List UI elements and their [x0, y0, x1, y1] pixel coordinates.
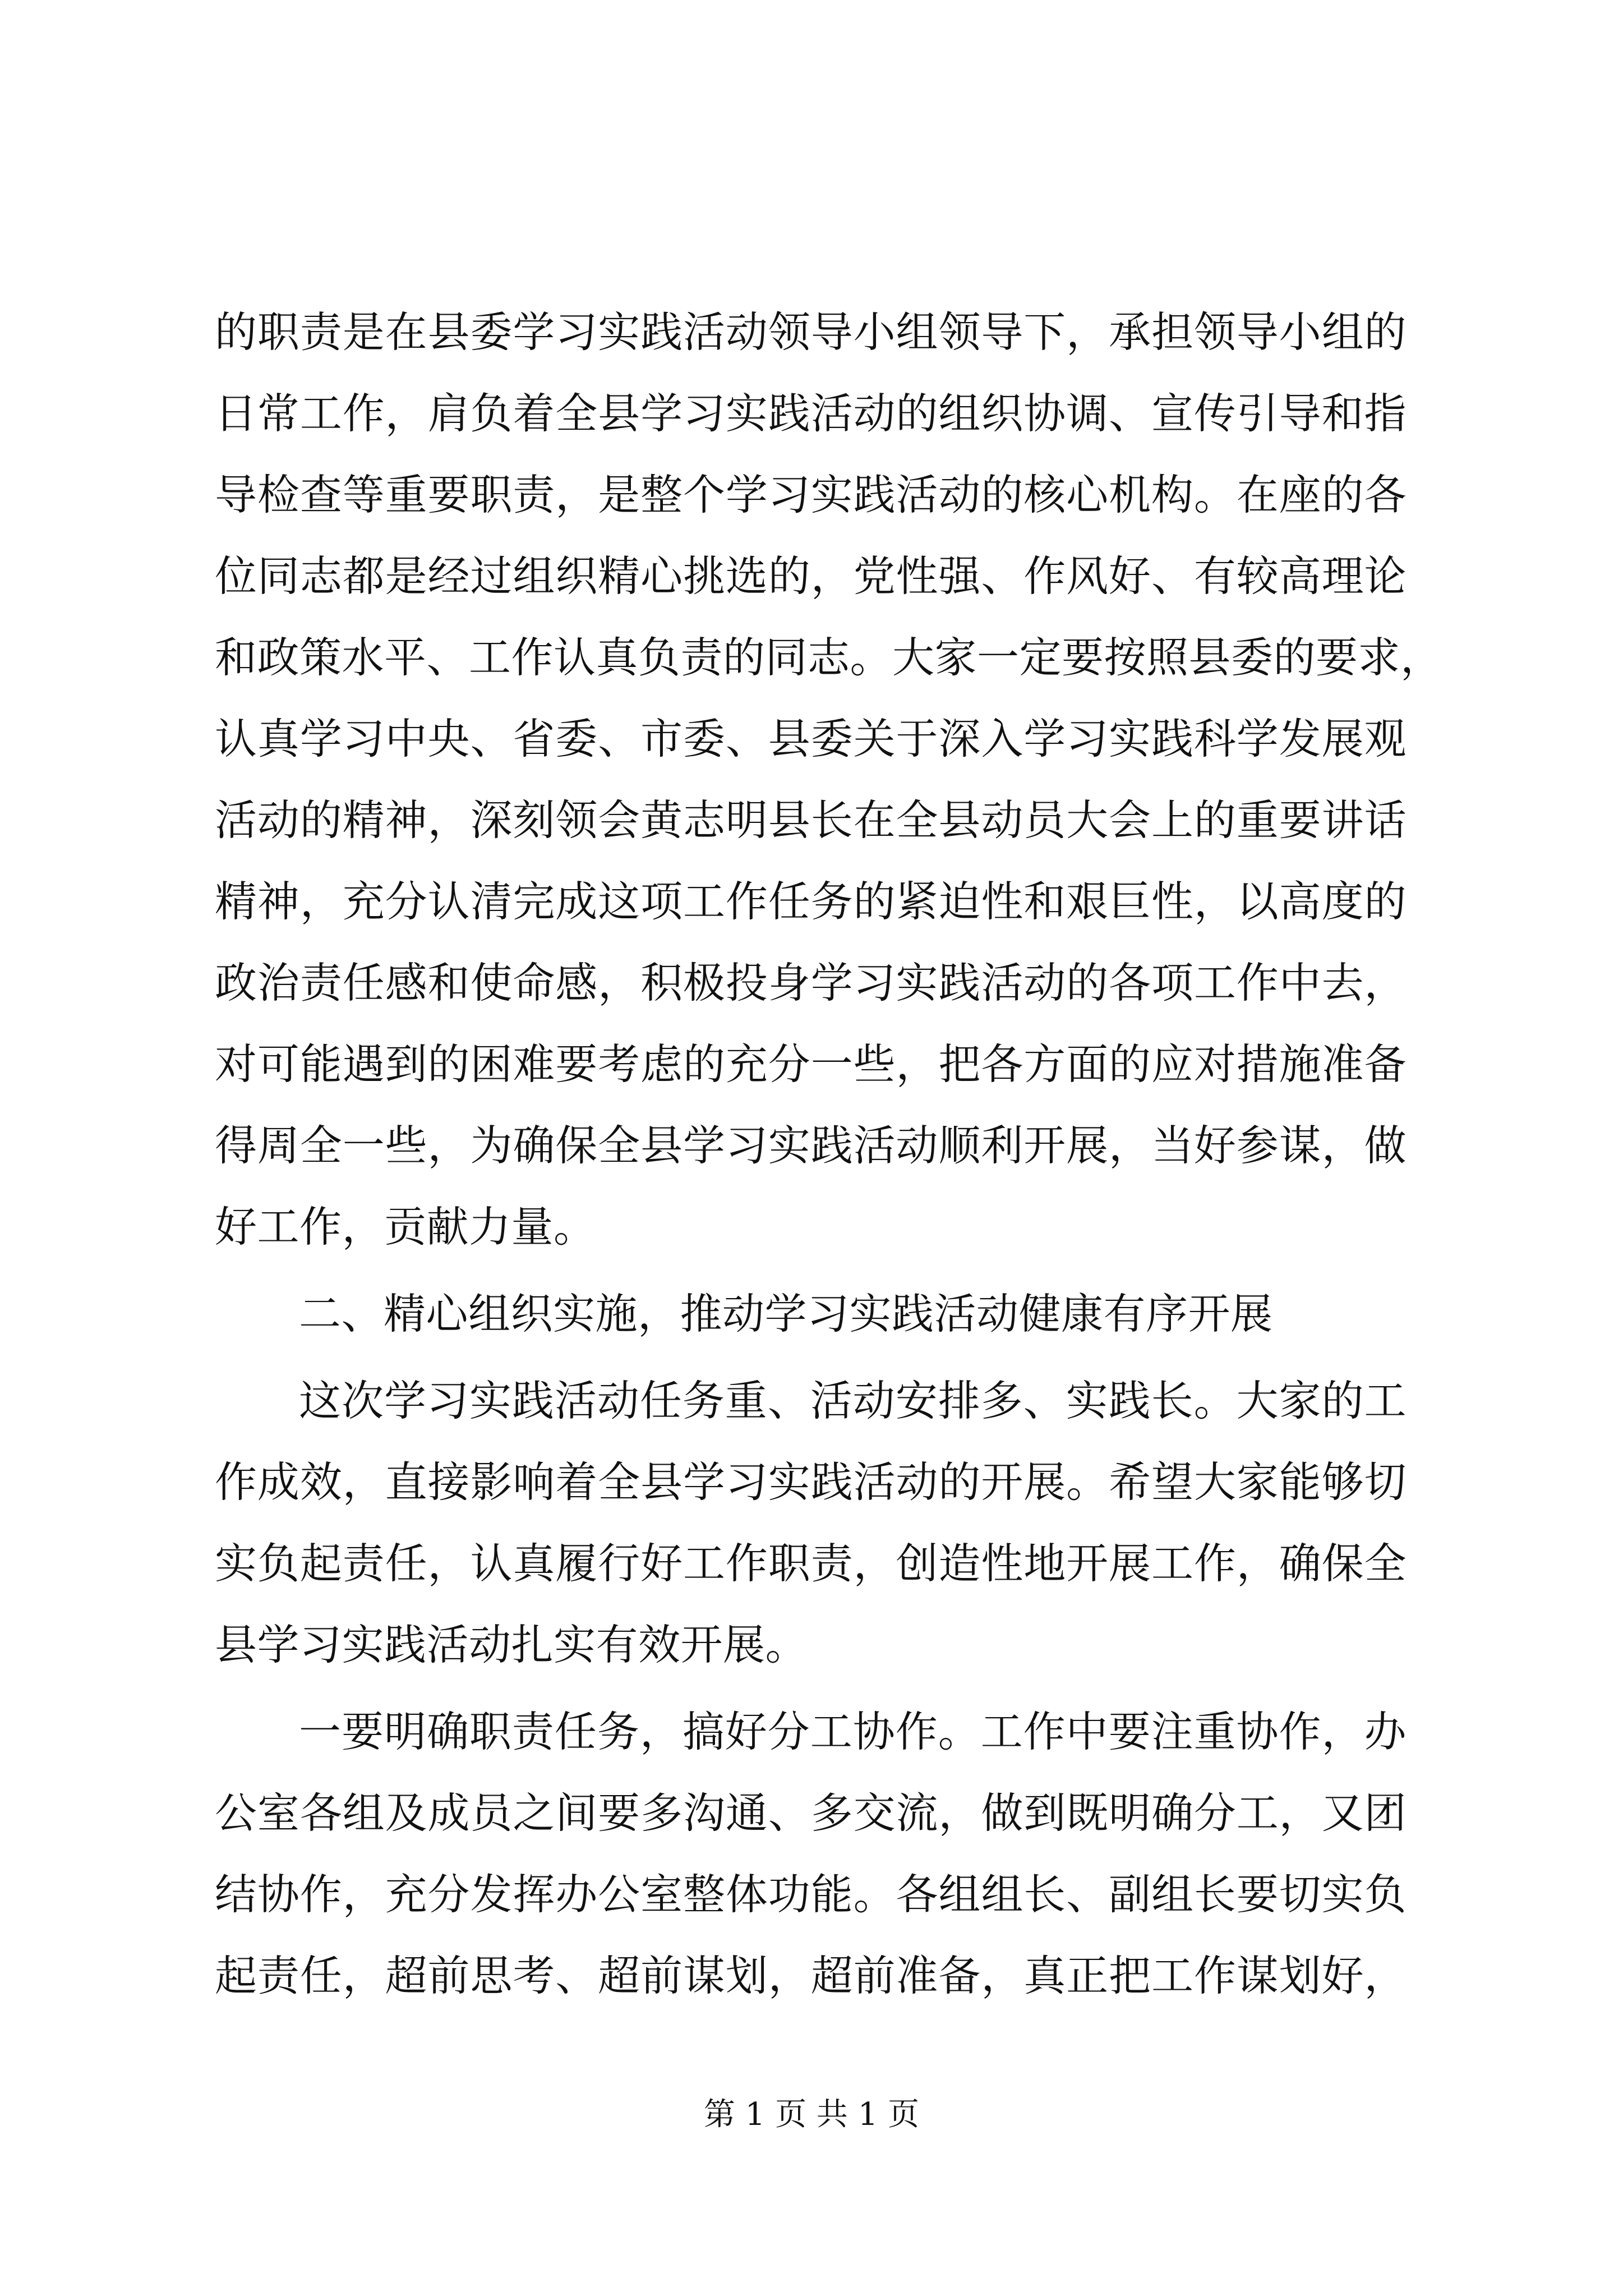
body-text [215, 292, 1443, 2017]
text-line: 一要明确职责任务，搞好分工协作。工作中要注重协作，办 [299, 1707, 1407, 1756]
text-line: 实负起责任，认真履行好工作职责，创造性地开展工作，确保全 [215, 1539, 1407, 1588]
page-footer: 第 1 页 共 1 页 [703, 2096, 920, 2133]
text-line: 结协作，充分发挥办公室整体功能。各组组长、副组长要切实负 [215, 1870, 1407, 1919]
text-line: 认真学习中央、省委、市委、县委关于深入学习实践科学发展观 [215, 714, 1407, 763]
text-line: 好工作，贡献力量。 [215, 1202, 596, 1251]
text-line: 活动的精神，深刻领会黄志明县长在全县动员大会上的重要讲话 [215, 795, 1407, 845]
text-line: 作成效，直接影响着全县学习实践活动的开展。希望大家能够切 [215, 1457, 1407, 1507]
text-line: 的职责是在县委学习实践活动领导小组领导下，承担领导小组的 [215, 307, 1407, 357]
text-line: 日常工作，肩负着全县学习实践活动的组织协调、宣传引导和指 [215, 389, 1407, 438]
text-line: 这次学习实践活动任务重、活动安排多、实践长。大家的工 [299, 1376, 1407, 1425]
text-line: 对可能遇到的困难要考虑的充分一些，把各方面的应对措施准备 [215, 1039, 1407, 1089]
text-line: 得周全一些，为确保全县学习实践活动顺利开展，当好参谋，做 [215, 1121, 1407, 1170]
text-line: 起责任，超前思考、超前谋划，超前准备，真正把工作谋划好， [215, 1951, 1407, 2000]
text-line: 和政策水平、工作认真负责的同志。大家一定要按照县委的要求， [215, 633, 1443, 682]
text-line: 政治责任感和使命感，积极投身学习实践活动的各项工作中去， [215, 958, 1407, 1007]
text-line: 位同志都是经过组织精心挑选的，党性强、作风好、有较高理论 [215, 551, 1407, 601]
text-line: 县学习实践活动扎实有效开展。 [215, 1620, 808, 1669]
text-line: 导检查等重要职责，是整个学习实践活动的核心机构。在座的各 [215, 470, 1407, 519]
text-line: 公室各组及成员之间要多沟通、多交流，做到既明确分工，又团 [215, 1788, 1407, 1838]
text-line: 精神，充分认清完成这项工作任务的紧迫性和艰巨性，以高度的 [215, 877, 1407, 926]
section-heading: 二、精心组织实施，推动学习实践活动健康有序开展 [299, 1289, 1273, 1338]
